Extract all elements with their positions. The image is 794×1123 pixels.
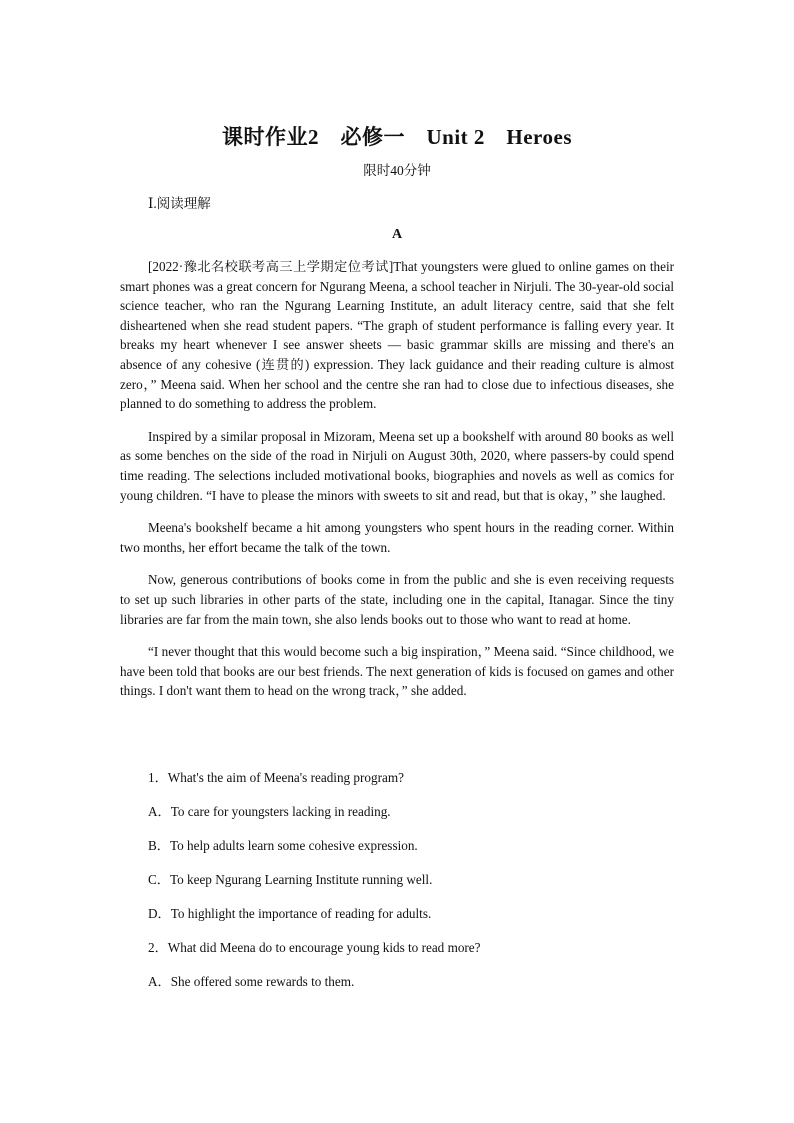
question-list: [148, 768, 678, 1006]
question-1-option-c: C．To keep Ngurang Learning Institute running well.: [148, 872, 433, 887]
paragraph-4: Now, generous contributions of books come in from the public and she is even receiving requests to set up such libraries in other parts of the state, including one in the capital, Itanagar. Since the tiny libraries are far from the main town, she also lends books out to those who want to read at home.: [120, 572, 674, 627]
paragraph-5: “I never thought that this would become such a big inspiration，” Meena said. “Since childhood, we have been told that books are our best friends. The next generation of kids is focused on games and other things. I don't want them to head on the wrong track，” she added.: [120, 644, 674, 699]
question-1-option-b: B．To help adults learn some cohesive expression.: [148, 838, 418, 853]
question-1-option-d: D．To highlight the importance of reading for adults.: [148, 906, 432, 921]
question-1: 1．What's the aim of Meena's reading program?: [148, 770, 404, 785]
paragraph-1: [2022·豫北名校联考高三上学期定位考试]That youngsters were glued to online games on their smart phones was a great concern for Ngurang Meena, a school teacher in Nirjuli. The 30-year-old social science teacher, who ran the Ngurang Learning Institute, an adult literacy centre, said that she felt disheartened when she read student papers. “The graph of student performance is falling every year. It breaks my heart whenever I see answer sheets — basic grammar skills are missing and there's an absence of any cohesive (连贯的) expression. They lack guidance and their reading culture is almost zero，” Meena said. When her school and the centre she ran had to close due to infectious diseases, she planned to do something to address the problem.: [120, 259, 674, 412]
passage-body: [120, 257, 674, 714]
section-heading: Ⅰ.阅读理解: [148, 196, 211, 211]
question-2-option-a: A．She offered some rewards to them.: [148, 974, 355, 989]
question-2: 2．What did Meena do to encourage young kids to read more?: [148, 940, 481, 955]
paragraph-3: Meena's bookshelf became a hit among youngsters who spent hours in the reading corner. Within two months, her effort became the talk of the town.: [120, 520, 674, 555]
time-limit: 限时40分钟: [363, 163, 431, 178]
question-1-option-a: A．To care for youngsters lacking in reading.: [148, 804, 391, 819]
passage-label: A: [391, 227, 403, 242]
paragraph-2: Inspired by a similar proposal in Mizoram, Meena set up a bookshelf with around 80 books as well as some benches on the side of the road in Nirjuli on August 30th, 2020, where passers-by could spend time reading. The selections included motivational books, biographies and novels as well as comics for young children. “I have to please the minors with sweets to sit and read, but that is okay，” she laughed.: [120, 428, 674, 503]
page-title: 课时作业2 必修一 Unit 2 Heroes: [221, 125, 572, 149]
